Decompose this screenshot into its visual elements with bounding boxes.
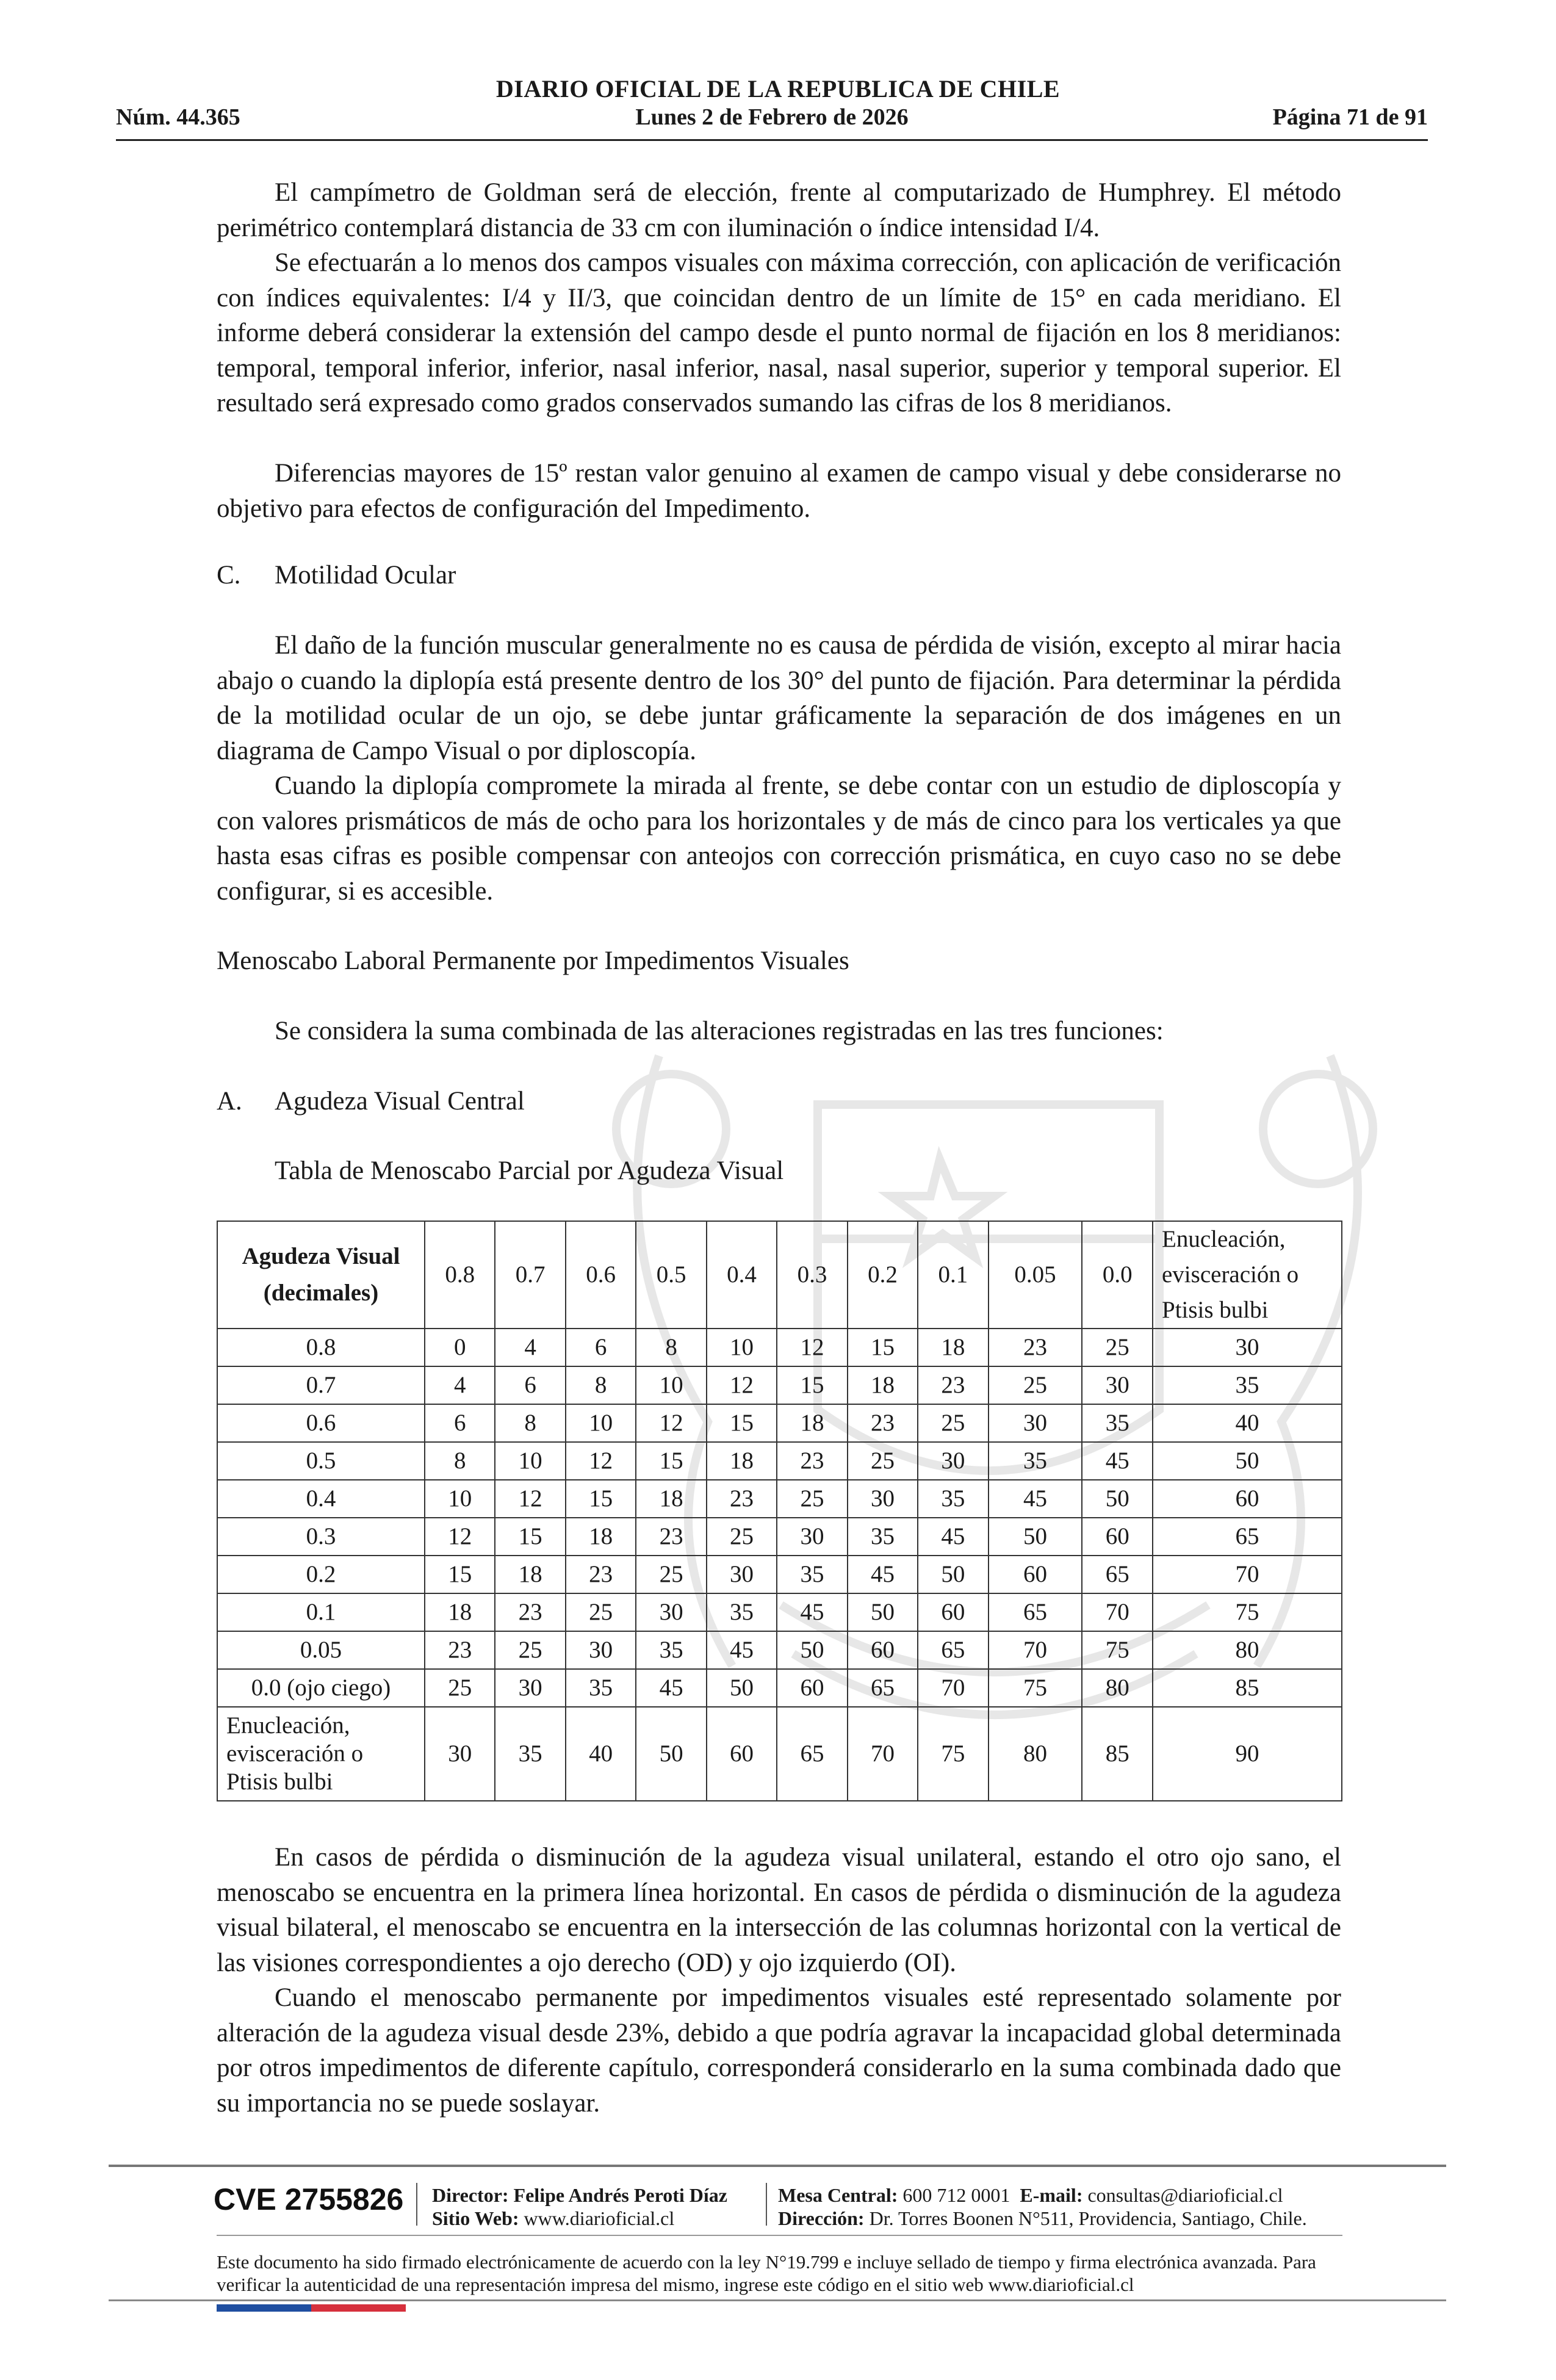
table-cell: 6 (425, 1404, 495, 1442)
col-header: 0.6 (566, 1221, 636, 1329)
table-cell: 15 (566, 1480, 636, 1518)
table-cell: 25 (636, 1556, 706, 1593)
col-header: 0.4 (707, 1221, 777, 1329)
paragraph-diplopia: Cuando la diplopía compromete la mirada al frente, se debe contar con un estudio de diploscopía y con valores prismáticos de más de ocho para los horizontales y de más de cinco para los verticales ya que hasta esas cifras es posible compensar con anteojos con corrección prismática, en cuyo caso no se debe configurar, si es accesible. (217, 771, 1341, 906)
email-link[interactable]: consultas@diarioficial.cl (1087, 2184, 1283, 2206)
table-cell: 45 (848, 1556, 918, 1593)
table-cell: 30 (707, 1556, 777, 1593)
signature-notice: Este documento ha sido firmado electrónicamente de acuerdo con la ley N°19.799 e incluye sellado de tiempo y firma electrónica avanzada. Para verificar la autenticidad de una representación impresa del mismo, ingrese este código en el sitio web www.diarioficial.cl (217, 2251, 1316, 2295)
table-cell: 25 (707, 1518, 777, 1556)
table-cell: 60 (1153, 1480, 1342, 1518)
table-cell: 50 (1082, 1480, 1153, 1518)
table-cell: 45 (1082, 1442, 1153, 1480)
section-a-title: Agudeza Visual Central (275, 1087, 525, 1116)
col-header: 0.1 (918, 1221, 988, 1329)
table-cell: 35 (566, 1669, 636, 1707)
table-cell: 50 (1153, 1442, 1342, 1480)
table-header-row (217, 1221, 1342, 1329)
row-header: 0.0 (ojo ciego) (217, 1669, 425, 1707)
corner-line-1: Agudeza Visual (242, 1243, 400, 1269)
table-row (217, 1593, 1342, 1631)
table-cell: 18 (848, 1366, 918, 1404)
col-header: 0.0 (1082, 1221, 1153, 1329)
paragraph-campimetro: El campímetro de Goldman será de elección, frente al computarizado de Humphrey. El método perimétrico contemplará distancia de 33 cm con iluminación o índice intensidad I/4. (217, 178, 1341, 242)
table-cell: 10 (425, 1480, 495, 1518)
table-cell: 23 (848, 1404, 918, 1442)
table-cell: 30 (777, 1518, 847, 1556)
table-row (217, 1669, 1342, 1707)
table-cell: 18 (566, 1518, 636, 1556)
table-cell: 30 (848, 1480, 918, 1518)
table-row (217, 1404, 1342, 1442)
row-header: 0.1 (217, 1593, 425, 1631)
table-cell: 60 (1082, 1518, 1153, 1556)
table-cell: 75 (989, 1669, 1082, 1707)
table-cell: 30 (566, 1631, 636, 1669)
corner-line-2: (decimales) (263, 1280, 379, 1306)
table-cell: 65 (777, 1707, 847, 1801)
footer-director-block (432, 2183, 727, 2230)
address-label: Dirección: (778, 2207, 865, 2229)
row-header-line: Ptisis bulbi (226, 1769, 333, 1795)
table-cell: 75 (918, 1707, 988, 1801)
footer-contact-block (778, 2183, 1307, 2230)
footer-divider-bottom (109, 2299, 1446, 2301)
table-cell: 45 (777, 1593, 847, 1631)
table-cell: 45 (918, 1518, 988, 1556)
table-cell: 25 (848, 1442, 918, 1480)
table-cell: 8 (566, 1366, 636, 1404)
col-header-line: Ptisis bulbi (1162, 1297, 1269, 1323)
table-cell: 6 (566, 1329, 636, 1366)
table-cell: 25 (989, 1366, 1082, 1404)
issue-date: Lunes 2 de Febrero de 2026 (635, 104, 909, 130)
paragraph-menoscabo-permanente: Cuando el menoscabo permanente por impedimentos visuales esté representado solamente por alteración de la agudeza visual desde 23%, debido a que podría agravar la incapacidad global determinada por otros impedimentos de diferente capítulo, corresponderá considerarlo en la suma combinada dado que su importancia no se puede soslayar. (217, 1983, 1341, 2118)
table-cell: 30 (1082, 1366, 1153, 1404)
table-cell: 10 (566, 1404, 636, 1442)
table-cell: 4 (425, 1366, 495, 1404)
table-cell: 90 (1153, 1707, 1342, 1801)
table-cell: 50 (707, 1669, 777, 1707)
table-cell: 15 (848, 1329, 918, 1366)
mesa-label: Mesa Central: (778, 2184, 898, 2206)
table-cell: 18 (636, 1480, 706, 1518)
table-cell: 65 (989, 1593, 1082, 1631)
table-row (217, 1480, 1342, 1518)
table-cell: 50 (989, 1518, 1082, 1556)
table-cell: 10 (707, 1329, 777, 1366)
table-cell: 60 (918, 1593, 988, 1631)
col-header: 0.3 (777, 1221, 847, 1329)
table-cell: 30 (989, 1404, 1082, 1442)
table-row (217, 1442, 1342, 1480)
table-row (217, 1366, 1342, 1404)
table-cell: 30 (1153, 1329, 1342, 1366)
table-row (217, 1631, 1342, 1669)
section-heading-menoscabo: Menoscabo Laboral Permanente por Impedimentos Visuales (217, 947, 849, 975)
table-cell: 40 (1153, 1404, 1342, 1442)
director-label: Director: (432, 2184, 509, 2206)
table-cell: 75 (1082, 1631, 1153, 1669)
table-cell: 12 (495, 1480, 565, 1518)
table-cell: 18 (425, 1593, 495, 1631)
table-cell: 75 (1153, 1593, 1342, 1631)
table-cell: 8 (636, 1329, 706, 1366)
table-cell: 80 (1153, 1631, 1342, 1669)
footer-divider-middle (217, 2235, 1342, 2236)
col-header: 0.2 (848, 1221, 918, 1329)
visual-acuity-table (217, 1221, 1342, 1801)
table-cell: 50 (636, 1707, 706, 1801)
table-cell: 23 (707, 1480, 777, 1518)
table-cell: 12 (566, 1442, 636, 1480)
table-cell: 70 (989, 1631, 1082, 1669)
website-label: Sitio Web: (432, 2207, 519, 2229)
table-cell: 23 (425, 1631, 495, 1669)
table-cell: 35 (989, 1442, 1082, 1480)
col-header-line: evisceración o (1162, 1261, 1299, 1288)
table-body (217, 1329, 1342, 1801)
table-cell: 60 (989, 1556, 1082, 1593)
footer-separator (416, 2183, 417, 2226)
section-c-letter: C. (217, 561, 241, 590)
footer-separator (766, 2183, 767, 2226)
table-cell: 30 (636, 1593, 706, 1631)
table-cell: 25 (425, 1669, 495, 1707)
table-cell: 30 (918, 1442, 988, 1480)
table-cell: 35 (707, 1593, 777, 1631)
table-cell: 65 (1082, 1556, 1153, 1593)
page-indicator: Página 71 de 91 (1272, 104, 1428, 130)
table-cell: 60 (707, 1707, 777, 1801)
flag-stripe-blue (217, 2304, 311, 2312)
table-cell: 25 (918, 1404, 988, 1442)
table-cell: 23 (989, 1329, 1082, 1366)
col-header: 0.8 (425, 1221, 495, 1329)
section-c-title: Motilidad Ocular (275, 561, 456, 590)
table-cell: 30 (425, 1707, 495, 1801)
section-a-letter: A. (217, 1087, 242, 1116)
col-header: 0.5 (636, 1221, 706, 1329)
row-header-enucleacion (217, 1707, 425, 1801)
paragraph-suma-combinada: Se considera la suma combinada de las alteraciones registradas en las tres funciones: (275, 1017, 1164, 1045)
row-header: 0.05 (217, 1631, 425, 1669)
table-corner-header (217, 1221, 425, 1329)
table-cell: 50 (777, 1631, 847, 1669)
table-cell: 15 (425, 1556, 495, 1593)
table-cell: 30 (495, 1669, 565, 1707)
row-header: 0.8 (217, 1329, 425, 1366)
section-a-heading (217, 1084, 525, 1119)
table-cell: 10 (636, 1366, 706, 1404)
table-caption: Tabla de Menoscabo Parcial por Agudeza Visual (275, 1156, 784, 1185)
table-cell: 15 (707, 1404, 777, 1442)
table-cell: 23 (495, 1593, 565, 1631)
row-header: 0.2 (217, 1556, 425, 1593)
table-cell: 25 (1082, 1329, 1153, 1366)
header-divider (116, 139, 1428, 141)
header-row (116, 104, 1428, 135)
address-value: Dr. Torres Boonen N°511, Providencia, Santiago, Chile. (869, 2207, 1307, 2229)
table-cell: 50 (848, 1593, 918, 1631)
issue-number: Núm. 44.365 (116, 104, 240, 130)
table-cell: 15 (636, 1442, 706, 1480)
table-cell: 25 (777, 1480, 847, 1518)
footer-divider-top (109, 2165, 1446, 2167)
table-row (217, 1518, 1342, 1556)
table-cell: 45 (707, 1631, 777, 1669)
table-cell: 15 (495, 1518, 565, 1556)
section-c-heading (217, 558, 456, 593)
table-cell: 23 (918, 1366, 988, 1404)
table-cell: 15 (777, 1366, 847, 1404)
table-cell: 8 (425, 1442, 495, 1480)
table-cell: 40 (566, 1707, 636, 1801)
table-cell: 6 (495, 1366, 565, 1404)
table-cell: 25 (566, 1593, 636, 1631)
table-cell: 4 (495, 1329, 565, 1366)
table-row (217, 1707, 1342, 1801)
table-cell: 0 (425, 1329, 495, 1366)
paragraph-dano-muscular: El daño de la función muscular generalmente no es causa de pérdida de visión, excepto al mirar hacia abajo o cuando la diplopía está presente dentro de los 30° del punto de fijación. Para determinar la pérdida de la motilidad ocular de un ojo, se debe juntar gráficamente la separación de dos imágenes en un diagrama de Campo Visual o por diploscopía. (217, 631, 1341, 765)
table-cell: 12 (707, 1366, 777, 1404)
row-header: 0.3 (217, 1518, 425, 1556)
flag-stripe-red (311, 2304, 406, 2312)
table-row (217, 1556, 1342, 1593)
director-name: Felipe Andrés Peroti Díaz (513, 2184, 727, 2206)
table-cell: 45 (989, 1480, 1082, 1518)
newspaper-title: DIARIO OFICIAL DE LA REPUBLICA DE CHILE (495, 75, 1061, 103)
table-cell: 12 (777, 1329, 847, 1366)
table-cell: 80 (1082, 1669, 1153, 1707)
table-cell: 10 (495, 1442, 565, 1480)
table-cell: 8 (495, 1404, 565, 1442)
row-header: 0.7 (217, 1366, 425, 1404)
table-cell: 23 (566, 1556, 636, 1593)
table-cell: 25 (495, 1631, 565, 1669)
table-cell: 18 (918, 1329, 988, 1366)
table-cell: 50 (918, 1556, 988, 1593)
table-cell: 85 (1153, 1669, 1342, 1707)
table-cell: 80 (989, 1707, 1082, 1801)
table-cell: 18 (707, 1442, 777, 1480)
col-header-enucleacion (1153, 1221, 1342, 1329)
table-cell: 65 (918, 1631, 988, 1669)
table-cell: 12 (425, 1518, 495, 1556)
row-header: 0.6 (217, 1404, 425, 1442)
table-cell: 70 (1153, 1556, 1342, 1593)
table-cell: 70 (1082, 1593, 1153, 1631)
table-cell: 18 (495, 1556, 565, 1593)
paragraph-diferencias: Diferencias mayores de 15º restan valor genuino al examen de campo visual y debe considerarse no objetivo para efectos de configuración del Impedimento. (217, 459, 1341, 523)
table-row (217, 1329, 1342, 1366)
table-cell: 65 (1153, 1518, 1342, 1556)
table-cell: 65 (848, 1669, 918, 1707)
paragraph-campos-visuales: Se efectuarán a lo menos dos campos visuales con máxima corrección, con aplicación de verificación con índices equivalentes: I/4 y II/3, que coincidan dentro de un límite de 15° en cada meridiano. El informe deberá considerar la extensión del campo desde el punto normal de fijación en los 8 meridianos: temporal, temporal inferior, inferior, nasal inferior, nasal, nasal superior, superior y temporal superior. El resultado será expresado como grados conservados sumando las cifras de los 8 meridianos. (217, 248, 1341, 417)
paragraph-unilateral-bilateral: En casos de pérdida o disminución de la agudeza visual unilateral, estando el otro ojo sano, el menoscabo se encuentra en la primera línea horizontal. En casos de pérdida o disminución de la agudeza visual bilateral, el menoscabo se encuentra en la intersección de las columnas horizontal con la vertical de las visiones correspondientes a ojo derecho (OD) y ojo izquierdo (OI). (217, 1843, 1341, 1977)
table-cell: 85 (1082, 1707, 1153, 1801)
table-cell: 35 (495, 1707, 565, 1801)
table-cell: 35 (918, 1480, 988, 1518)
table-cell: 35 (1082, 1404, 1153, 1442)
col-header: 0.05 (989, 1221, 1082, 1329)
website-link[interactable]: www.diarioficial.cl (524, 2207, 675, 2229)
col-header-line: Enucleación, (1162, 1226, 1286, 1252)
table-cell: 60 (848, 1631, 918, 1669)
row-header: 0.5 (217, 1442, 425, 1480)
cve-code: CVE 2755826 (214, 2182, 404, 2216)
table-cell: 23 (777, 1442, 847, 1480)
table-cell: 18 (777, 1404, 847, 1442)
table-cell: 35 (636, 1631, 706, 1669)
row-header-line: Enucleación, (226, 1712, 350, 1739)
table-cell: 23 (636, 1518, 706, 1556)
mesa-phone: 600 712 0001 (902, 2184, 1010, 2206)
table-cell: 45 (636, 1669, 706, 1707)
email-label: E-mail: (1020, 2184, 1083, 2206)
table-cell: 70 (848, 1707, 918, 1801)
table-cell: 35 (777, 1556, 847, 1593)
table-cell: 70 (918, 1669, 988, 1707)
table-cell: 12 (636, 1404, 706, 1442)
row-header: 0.4 (217, 1480, 425, 1518)
table-cell: 35 (848, 1518, 918, 1556)
table-cell: 35 (1153, 1366, 1342, 1404)
row-header-line: evisceración o (226, 1740, 364, 1767)
table-cell: 60 (777, 1669, 847, 1707)
col-header: 0.7 (495, 1221, 565, 1329)
